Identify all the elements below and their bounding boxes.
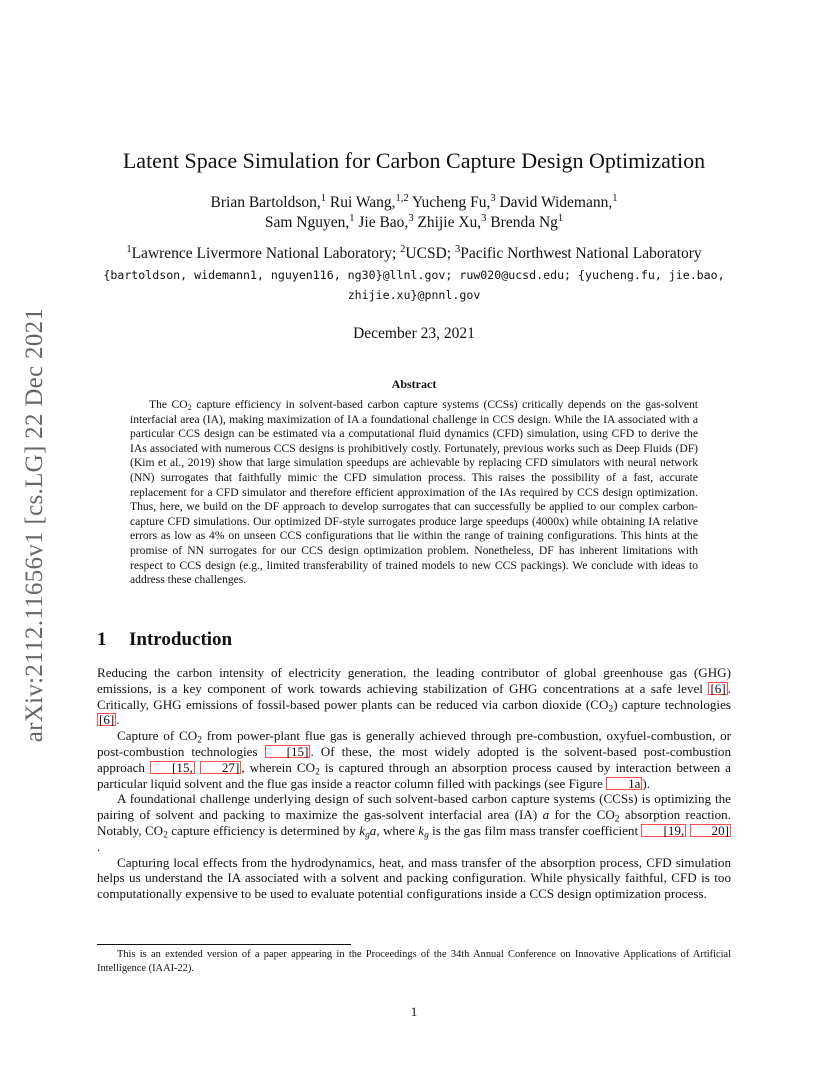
paragraph-text: absorption reaction. Notably, CO [97,807,731,838]
abstract-text: The CO [149,398,188,411]
math-variable: k [418,822,425,838]
arxiv-id-text: arXiv:2112.11656v1 [cs.LG] 22 Dec 2021 [21,307,48,743]
abstract-text: capture efficiency in solvent-based carbon capture systems (CCSs) critically depends on the gas-solvent interfacial area (IA), making maximization of IA a foundational challenge in CCS design. While the IA associated with a particular CCS design can be estimated via a computational fluid dynamics (CFD) simulation, using CFD to derive the IAs associated with numerous CCS designs is prohibitively costly. Fortunately, previous works such as Deep Fluids (DF) (Kim et al., 2019) show that large simulation speedups are achievable by replacing CFD simulators with neural network (NN) surrogates that faithfully mimic the CFD simulation process. This raises the possibility of a fast, accurate replacement for a CFD simulator and therefore efficient approximation of the IAs required by CCS design optimization. Thus, here, we build on the DF approach to develop surrogates that can successfully be applied to our complex carbon-capture CFD simulations. Our optimized DF-style surrogates produce large speedups (4000x) while obtaining IA relative errors as low as 4% on unseen CCS configurations that lie within the range of training configurations. This hints at the promise of NN surrogates for our CCS design optimization problem. Nonetheless, DF has inherent limitations with respect to CCS design (e.g., limited transferability of trained models to new CCS packings). We conclude with ideas to address these challenges. [130,398,699,587]
paragraph-text: Capturing local effects from the hydrodynamics, heat, and mass transfer of the absorption process, CFD simulation helps us understand the IA associated with a solvent and packing configuration. While physically faithful, CFD is too computationally expensive to be used to evaluate potential configurations inside a CCS design optimization process. [97,854,731,902]
section-number: 1 [97,629,107,650]
affiliation-text: Lawrence Livermore National Laboratory; [131,245,401,262]
paragraph-text: Reducing the carbon intensity of electricity generation, the leading contributor of global greenhouse gas (GHG) emissions, is a key component of work towards achieving stabilization of GHG concentrations at a safe level [97,665,731,696]
math-variable: g [424,830,429,841]
paragraph [97,728,731,791]
paragraph-text: A foundational challenge underlying design of such solvent-based carbon capture systems (CCSs) is optimizing the pairing of solvent and packing to maximize the gas-solvent interfacial area (IA) [97,791,731,823]
affiliation-marker: 1 [126,243,132,255]
affiliation-marker: 3 [481,212,487,224]
author-name: Jie Bao, [354,214,409,231]
author-name: Zhijie Xu, [413,214,482,231]
math-variable: k [359,822,366,838]
affiliation-marker: 1 [320,192,326,204]
arxiv-sidebar-id [20,290,50,760]
paragraph-text: is captured through an absorption process caused by interaction between a particular liquid solvent and the flue gas inside a reactor column filled with packings (see Figure [97,759,731,791]
citation-link[interactable]: [15] [265,745,311,758]
math-variable: g [365,830,370,841]
email-line: {bartoldson, widemann1, nguyen116, ng30}@llnl.gov; ruw020@ucsd.edu; {yucheng.fu, jie.bao, [103,268,725,282]
affiliation-marker: 2 [400,243,406,255]
affiliation-marker: 1,2 [395,192,409,204]
citation-link[interactable]: [15, [150,761,195,774]
affiliations [97,245,731,263]
paragraph [97,855,731,902]
paragraph-text: . Of these, the most widely adopted is the solvent-based post-combustion approach [97,743,731,775]
author-name: David Widemann, [495,194,613,211]
section-heading [97,629,731,651]
paragraph-text: is the gas film mass transfer coefficient [428,822,642,838]
paragraph-text: , where [376,822,419,838]
subscript: 2 [608,703,614,714]
author-emails [97,265,731,305]
author-name: Rui Wang, [326,194,396,211]
footnote: This is an extended version of a paper appearing in the Proceedings of the 34th Annual Conference on Innovative Applications of Artificial Intelligence (IAAI-22). [97,949,731,974]
paragraph-text: . Critically, GHG emissions of fossil-based power plants can be reduced via carbon dioxide (CO [97,680,731,712]
citation-link[interactable]: [6] [710,680,726,696]
paragraph-text: from power-plant flue gas is generally achieved through pre-combustion, oxyfuel-combustion, or post-combustion technologies [97,728,731,759]
affiliation-marker: 3 [490,192,496,204]
paragraph-text: Capture of CO [117,728,198,744]
subscript: 2 [197,735,202,746]
affiliation-marker: 1 [612,192,618,204]
subscript: 2 [315,767,320,778]
citation-link[interactable]: [6] [99,712,115,728]
paragraph [97,665,731,728]
paragraph-text: , wherein CO [241,759,316,775]
paragraph-text: ). [642,775,651,791]
author-name: Yucheng Fu, [408,194,491,211]
author-name: Brian Bartoldson, [210,194,321,211]
figure-link[interactable]: 1a [606,777,642,790]
paragraph-text: . [97,838,101,854]
subscript: 2 [614,814,620,825]
affiliation-marker: 3 [454,243,461,255]
author-name: Brenda Ng [486,214,558,231]
affiliation-marker: 1 [557,212,564,224]
paragraph-text: for the CO [549,807,615,823]
affiliation-marker: 3 [408,212,414,224]
paragraph-text: . [116,712,120,728]
abstract-heading: Abstract [391,377,437,391]
section-title: Introduction [129,629,233,650]
affiliation-marker: 1 [349,212,355,224]
paragraph-text: ) capture technologies [613,696,731,712]
citation-link[interactable]: 27] [200,761,241,774]
abstract-body [130,398,698,588]
author-list [97,193,731,233]
paper-date: December 23, 2021 [353,325,475,342]
paper-title: Latent Space Simulation for Carbon Capture Design Optimization [122,148,706,173]
math-variable: a [542,807,550,823]
subscript: 2 [163,830,168,841]
paragraph [97,791,731,854]
page-number: 1 [410,1004,418,1019]
affiliation-text: UCSD; [405,245,455,262]
citation-link[interactable]: 20] [690,824,731,837]
math-variable: a [369,822,377,838]
section-body [97,665,731,902]
paragraph-text: capture efficiency is determined by [167,822,360,838]
footnote-rule [97,944,351,945]
author-name: Sam Nguyen, [264,214,350,231]
email-line: zhijie.xu}@pnnl.gov [347,288,481,302]
subscript: 2 [187,403,192,413]
citation-link[interactable]: [19, [641,824,686,837]
affiliation-text: Pacific Northwest National Laboratory [460,245,702,262]
